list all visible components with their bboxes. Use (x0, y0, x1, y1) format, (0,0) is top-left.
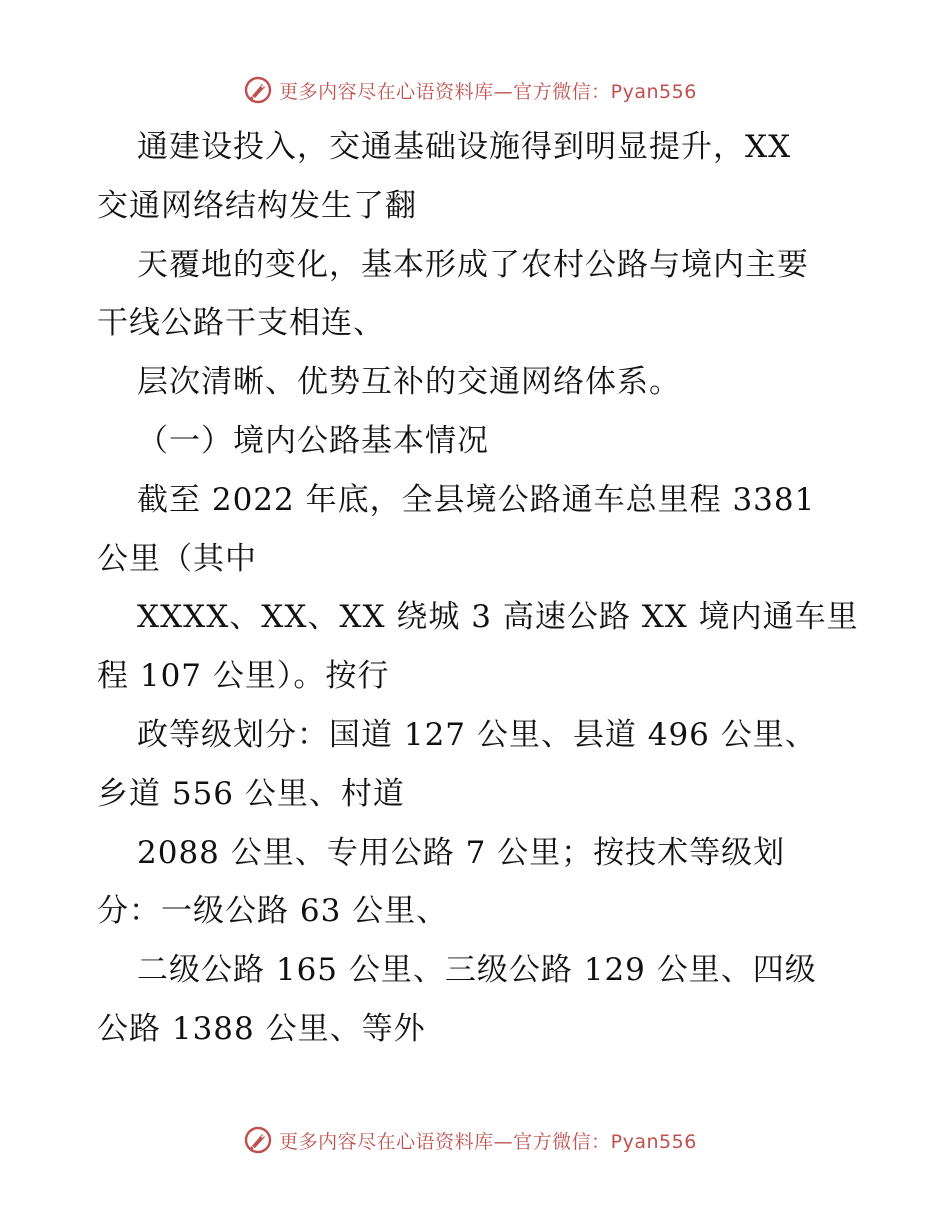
pen-nib-logo-icon (243, 75, 273, 105)
body-line: 程 107 公里）。按行 (97, 658, 390, 695)
footer-banner-inner (243, 1125, 697, 1155)
footer-banner-text: 更多内容尽在心语资料库—官方微信：Pyan556 (279, 1130, 697, 1153)
body-line: 2088 公里、专用公路 7 公里；按技术等级划 (137, 834, 786, 871)
body-line: 干线公路干支相连、 (97, 305, 385, 342)
footer-banner (0, 1122, 950, 1158)
body-line: （一）境内公路基本情况 (137, 422, 489, 459)
pen-nib-logo-icon (243, 1125, 273, 1155)
document-body (97, 118, 857, 1059)
body-line: XXXX、XX、XX 绕城 3 高速公路 XX 境内通车里 (137, 599, 859, 636)
body-line: 二级公路 165 公里、三级公路 129 公里、四级 (137, 952, 817, 989)
body-line: 分：一级公路 63 公里、 (97, 893, 449, 930)
body-line: 通建设投入，交通基础设施得到明显提升，XX (137, 129, 792, 165)
body-line: 公里（其中 (97, 540, 257, 577)
header-banner-text: 更多内容尽在心语资料库—官方微信：Pyan556 (279, 80, 697, 103)
body-line: 公路 1388 公里、等外 (97, 1010, 426, 1047)
body-line: 交通网络结构发生了翻 (97, 187, 417, 224)
header-banner-inner (243, 75, 697, 105)
body-line: 政等级划分：国道 127 公里、县道 496 公里、 (137, 716, 817, 753)
body-line: 天覆地的变化，基本形成了农村公路与境内主要 (137, 246, 809, 283)
body-line: 截至 2022 年底，全县境公路通车总里程 3381 (137, 481, 816, 518)
header-banner (0, 72, 950, 108)
body-line: 层次清晰、优势互补的交通网络体系。 (137, 364, 681, 401)
body-line: 乡道 556 公里、村道 (97, 775, 405, 812)
